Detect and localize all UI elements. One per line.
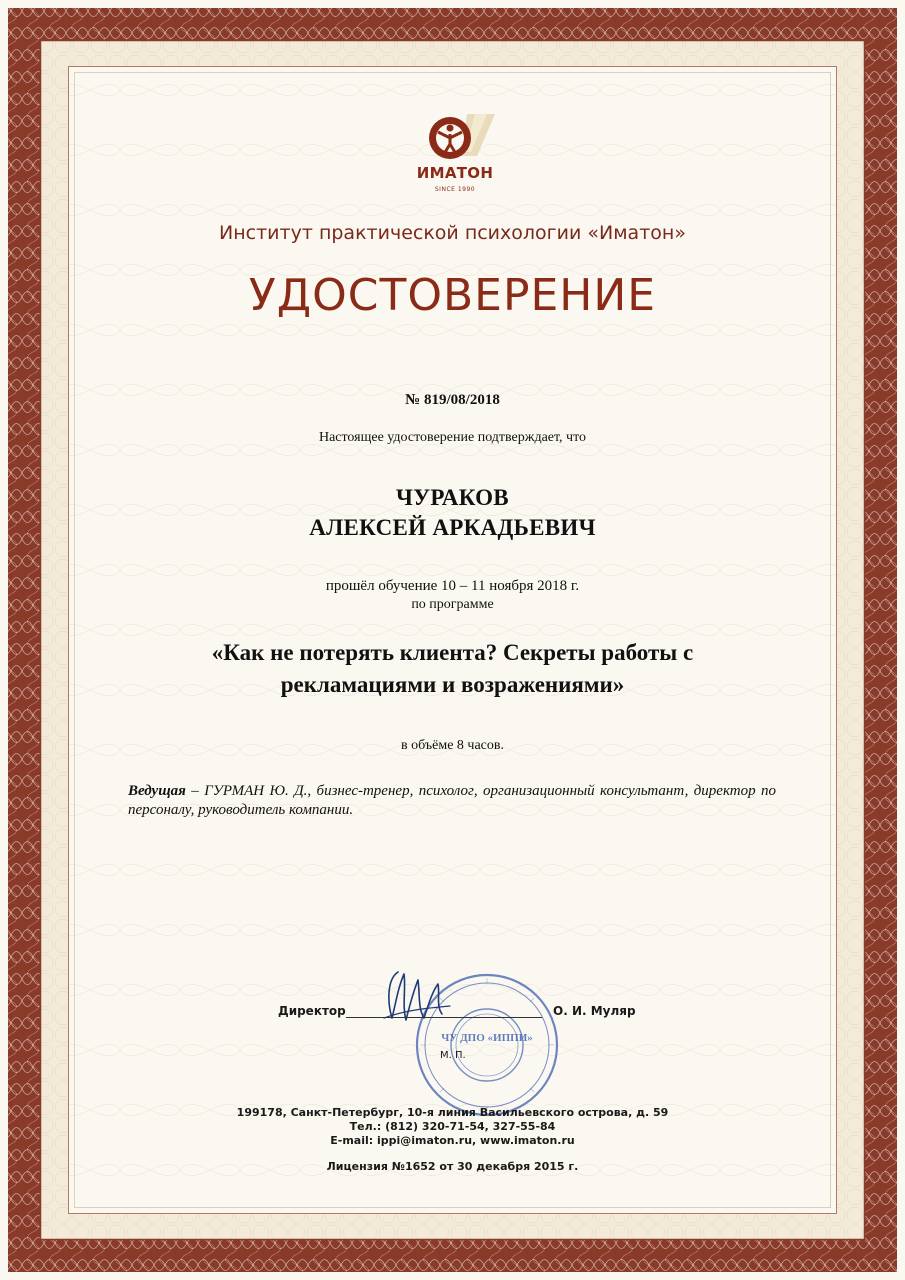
license-info: Лицензия №1652 от 30 декабря 2015 г.	[326, 1160, 579, 1173]
lead-trainer	[128, 782, 776, 820]
document-title: УДОСТОВЕРЕНИЕ	[248, 270, 657, 321]
director-signature	[376, 960, 456, 1030]
signature-line	[346, 1017, 542, 1018]
contact-block	[0, 1106, 905, 1148]
program-title-line1: «Как не потерять клиента? Секреты работы с	[211, 640, 694, 665]
director-name: О. И. Муляр	[553, 1004, 636, 1018]
institute-name: Институт практической психологии «Иматон»	[219, 222, 686, 244]
confirm-text: Настоящее удостоверение подтверждает, что	[318, 430, 587, 445]
seal-place-label: М. П.	[440, 1050, 466, 1061]
logo-wordmark: ИМАТОН	[416, 164, 494, 182]
training-dates: прошёл обучение 10 – 11 ноября 2018 г.	[325, 578, 580, 594]
lead-label: Ведущая	[128, 783, 186, 799]
logo-since: SINCE 1990	[434, 186, 476, 193]
phone: Тел.: (812) 320-71-54, 327-55-84	[349, 1120, 556, 1133]
certificate-number: № 819/08/2018	[405, 392, 500, 408]
director-label: Директор	[278, 1004, 346, 1018]
stamp-center-text: ЧУ ДПО «ИППИ»	[441, 1032, 533, 1044]
program-hours: в объёме 8 часов.	[401, 738, 504, 753]
program-title-line2: рекламациями и возражениями»	[280, 672, 625, 697]
imaton-logo	[405, 112, 505, 204]
address: 199178, Санкт-Петербург, 10-я линия Васильевского острова, д. 59	[236, 1106, 669, 1119]
recipient-surname: ЧУРАКОВ	[396, 485, 509, 510]
recipient-given-names: АЛЕКСЕЙ АРКАДЬЕВИЧ	[309, 515, 596, 540]
program-label: по программе	[411, 597, 494, 612]
email-website: E-mail: ippi@imaton.ru, www.imaton.ru	[330, 1134, 575, 1147]
lead-description: – ГУРМАН Ю. Д., бизнес-тренер, психолог, организационный консультант, директор по персоналу, руководитель компании.	[128, 783, 776, 818]
